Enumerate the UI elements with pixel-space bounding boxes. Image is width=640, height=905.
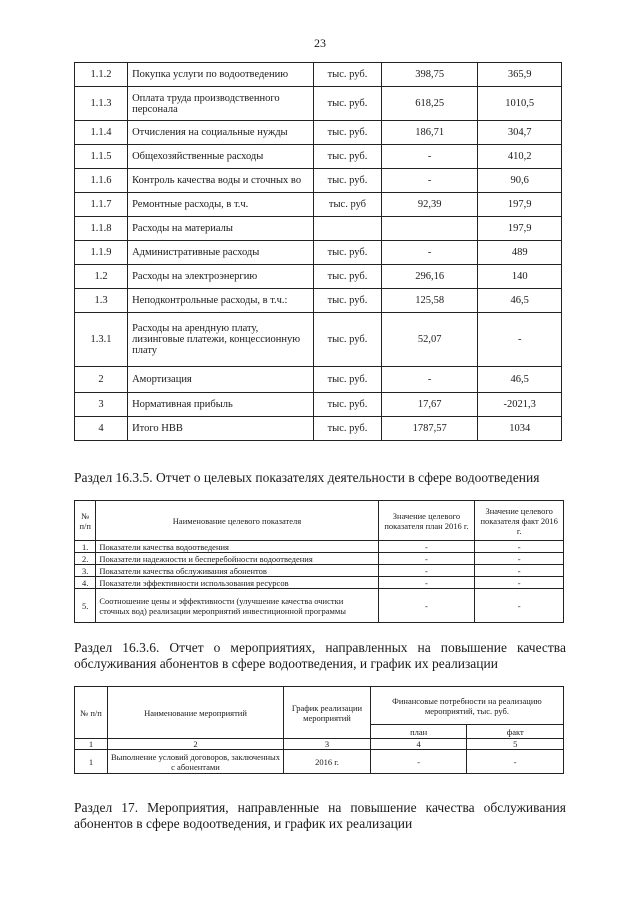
row-plan: 186,71 — [381, 121, 478, 145]
row-fact: - — [475, 565, 564, 577]
row-number: 1.1.4 — [75, 121, 128, 145]
col-fact-header: Значение целевого показателя факт 2016 г. — [475, 501, 564, 541]
row-fact: - — [475, 541, 564, 553]
row-number: 2 — [75, 367, 128, 393]
table-row — [75, 577, 564, 589]
row-name: Покупка услуги по водоотведению — [128, 63, 314, 87]
col-name-header: Наименование мероприятий — [107, 687, 283, 739]
table-row — [75, 750, 564, 774]
row-plan: 52,07 — [381, 313, 478, 367]
row-name: Показатели качества обслуживания абонентов — [96, 565, 378, 577]
row-name: Неподконтрольные расходы, в т.ч.: — [128, 289, 314, 313]
row-name: Показатели эффективности использования ресурсов — [96, 577, 378, 589]
col-schedule-header: График реализации мероприятий — [284, 687, 371, 739]
column-index: 2 — [107, 739, 283, 750]
row-plan: 618,25 — [381, 87, 478, 121]
row-unit: тыс. руб. — [314, 367, 382, 393]
col-plan-header: Значение целевого показателя план 2016 г. — [378, 501, 475, 541]
row-number: 1.1.2 — [75, 63, 128, 87]
row-plan — [381, 217, 478, 241]
row-plan: - — [381, 145, 478, 169]
column-index: 5 — [467, 739, 564, 750]
table-row — [75, 553, 564, 565]
row-number: 5. — [75, 589, 96, 623]
row-name: Соотношение цены и эффективности (улучшение качества очистки сточных вод) реализации мероприятий инвестиционной программы — [96, 589, 378, 623]
row-plan: - — [381, 169, 478, 193]
section-17-heading: Раздел 17. Мероприятия, направленные на повышение качества обслуживания абонентов в сфере водоотведения, и график их реализации — [74, 800, 566, 831]
column-index-row — [75, 739, 564, 750]
table-row — [75, 313, 562, 367]
table-row — [75, 193, 562, 217]
row-name: Контроль качества воды и сточных во — [128, 169, 314, 193]
row-number: 1.1.7 — [75, 193, 128, 217]
row-fact: - — [475, 589, 564, 623]
row-plan: - — [381, 367, 478, 393]
row-unit: тыс. руб. — [314, 87, 382, 121]
row-plan: - — [370, 750, 467, 774]
table-row — [75, 417, 562, 441]
row-name: Показатели надежности и бесперебойности водоотведения — [96, 553, 378, 565]
row-unit: тыс. руб. — [314, 417, 382, 441]
col-finance-header: Финансовые потребности на реализацию мероприятий, тыс. руб. — [370, 687, 563, 725]
row-unit: тыс. руб — [314, 193, 382, 217]
table-row — [75, 265, 562, 289]
row-name: Расходы на материалы — [128, 217, 314, 241]
column-index: 4 — [370, 739, 467, 750]
row-unit: тыс. руб. — [314, 289, 382, 313]
row-plan: 17,67 — [381, 393, 478, 417]
row-number: 1.3 — [75, 289, 128, 313]
row-fact: 489 — [478, 241, 562, 265]
row-number: 3 — [75, 393, 128, 417]
row-number: 3. — [75, 565, 96, 577]
col-plan-header: план — [370, 725, 467, 739]
row-number: 2. — [75, 553, 96, 565]
row-name: Нормативная прибыль — [128, 393, 314, 417]
row-name: Ремонтные расходы, в т.ч. — [128, 193, 314, 217]
row-number: 4 — [75, 417, 128, 441]
row-fact: 1010,5 — [478, 87, 562, 121]
row-number: 1.2 — [75, 265, 128, 289]
col-fact-header: факт — [467, 725, 564, 739]
target-indicators-table — [74, 500, 564, 623]
row-fact: 197,9 — [478, 193, 562, 217]
row-fact: 304,7 — [478, 121, 562, 145]
column-index: 3 — [284, 739, 371, 750]
table-row — [75, 393, 562, 417]
row-fact: 1034 — [478, 417, 562, 441]
row-fact: 365,9 — [478, 63, 562, 87]
row-number: 1.1.8 — [75, 217, 128, 241]
row-plan: 1787,57 — [381, 417, 478, 441]
measures-table — [74, 686, 564, 774]
row-number: 1. — [75, 541, 96, 553]
table-row — [75, 169, 562, 193]
row-name: Оплата труда производственного персонала — [128, 87, 314, 121]
row-plan: - — [378, 565, 475, 577]
nvv-table — [74, 62, 562, 441]
row-unit: тыс. руб. — [314, 63, 382, 87]
row-unit: тыс. руб. — [314, 121, 382, 145]
row-fact: - — [478, 313, 562, 367]
row-unit: тыс. руб. — [314, 313, 382, 367]
row-number: 1.1.5 — [75, 145, 128, 169]
row-name: Расходы на электроэнергию — [128, 265, 314, 289]
row-plan: - — [378, 577, 475, 589]
row-fact: -2021,3 — [478, 393, 562, 417]
row-fact: 46,5 — [478, 367, 562, 393]
table-row — [75, 145, 562, 169]
row-name: Отчисления на социальные нужды — [128, 121, 314, 145]
col-num-header: № п/п — [75, 501, 96, 541]
col-num-header: № п/п — [75, 687, 108, 739]
row-number: 1.1.6 — [75, 169, 128, 193]
row-name: Административные расходы — [128, 241, 314, 265]
page-number: 23 — [314, 36, 326, 50]
table-row — [75, 87, 562, 121]
table-row — [75, 121, 562, 145]
row-name: Итого НВВ — [128, 417, 314, 441]
table-row — [75, 541, 564, 553]
row-unit: тыс. руб. — [314, 241, 382, 265]
row-plan: - — [378, 553, 475, 565]
table-row — [75, 289, 562, 313]
section-16-3-5-heading: Раздел 16.3.5. Отчет о целевых показателях деятельности в сфере водоотведения — [74, 470, 540, 485]
row-name: Расходы на арендную плату, лизинговые платежи, концессионную плату — [128, 313, 314, 367]
row-unit — [314, 217, 382, 241]
table-row — [75, 63, 562, 87]
row-number: 4. — [75, 577, 96, 589]
row-unit: тыс. руб. — [314, 393, 382, 417]
section-16-3-6-heading: Раздел 16.3.6. Отчет о мероприятиях, направленных на повышение качества обслуживания абонентов в сфере водоотведения, и график их реализации — [74, 640, 566, 671]
row-number: 1.1.9 — [75, 241, 128, 265]
row-number: 1 — [75, 750, 108, 774]
row-name: Показатели качества водоотведения — [96, 541, 378, 553]
table-row — [75, 241, 562, 265]
row-name: Общехозяйственные расходы — [128, 145, 314, 169]
table-row — [75, 217, 562, 241]
row-plan: - — [378, 589, 475, 623]
row-fact: - — [467, 750, 564, 774]
col-name-header: Наименование целевого показателя — [96, 501, 378, 541]
table-row — [75, 565, 564, 577]
row-unit: тыс. руб. — [314, 265, 382, 289]
row-number: 1.1.3 — [75, 87, 128, 121]
row-plan: - — [378, 541, 475, 553]
table-row — [75, 589, 564, 623]
row-fact: 140 — [478, 265, 562, 289]
row-schedule: 2016 г. — [284, 750, 371, 774]
row-unit: тыс. руб. — [314, 145, 382, 169]
column-index: 1 — [75, 739, 108, 750]
row-plan: 125,58 — [381, 289, 478, 313]
row-fact: - — [475, 553, 564, 565]
row-fact: 410,2 — [478, 145, 562, 169]
row-number: 1.3.1 — [75, 313, 128, 367]
row-fact: 46,5 — [478, 289, 562, 313]
row-name: Амортизация — [128, 367, 314, 393]
row-unit: тыс. руб. — [314, 169, 382, 193]
table-row — [75, 367, 562, 393]
row-plan: - — [381, 241, 478, 265]
row-plan: 398,75 — [381, 63, 478, 87]
row-name: Выполнение условий договоров, заключенных с абонентами — [107, 750, 283, 774]
row-fact: 90,6 — [478, 169, 562, 193]
row-plan: 296,16 — [381, 265, 478, 289]
row-plan: 92,39 — [381, 193, 478, 217]
row-fact: - — [475, 577, 564, 589]
row-fact: 197,9 — [478, 217, 562, 241]
